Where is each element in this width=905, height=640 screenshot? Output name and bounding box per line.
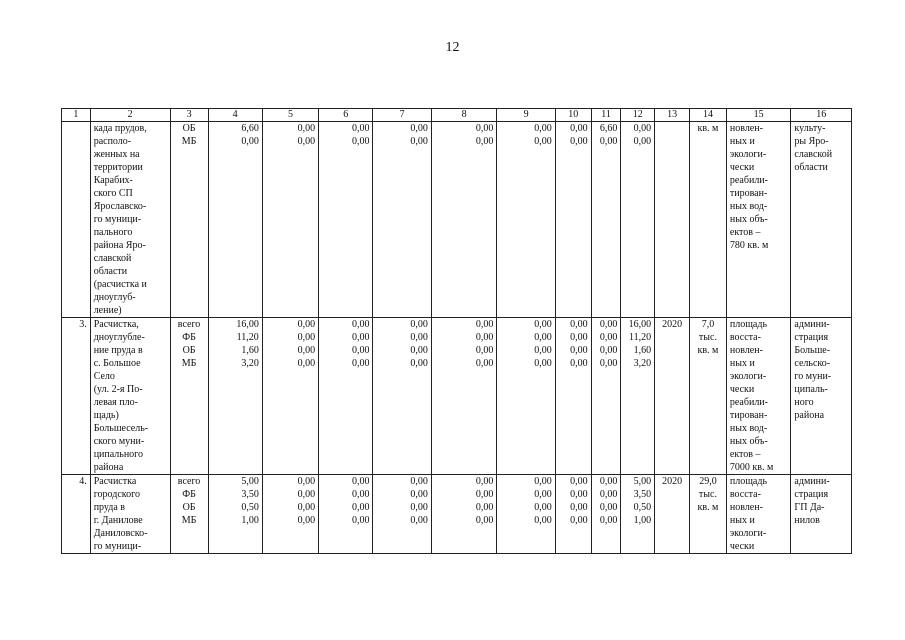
- header-cell: 9: [497, 109, 555, 122]
- amount-value: 0,00: [297, 476, 316, 487]
- amount-value: 0,00: [475, 476, 494, 487]
- description-line: славской: [93, 253, 132, 264]
- amount-value: 0,00: [534, 502, 552, 513]
- funding-amount-cell: [319, 475, 373, 554]
- funding-amount-cell: [319, 122, 373, 318]
- executor-line: страция: [794, 332, 829, 343]
- funding-amount-cell: [431, 318, 497, 475]
- header-cell: 12: [621, 109, 655, 122]
- amount-value: 0,00: [351, 476, 370, 487]
- funding-source-label: ФБ: [182, 489, 196, 500]
- description-line: Расчистка: [93, 476, 137, 487]
- amount-value: 0,00: [570, 332, 588, 343]
- amount-value: 0,00: [351, 358, 370, 369]
- funding-source-label: ОБ: [182, 345, 196, 356]
- funding-amount-cell: [208, 122, 262, 318]
- funding-amount-cell: [555, 122, 591, 318]
- indicator-line: ных вод-: [729, 201, 768, 212]
- header-cell: 6: [319, 109, 373, 122]
- executor-line: ципаль-: [794, 384, 828, 395]
- amount-value: 0,00: [297, 502, 316, 513]
- description-line: располо-: [93, 136, 132, 147]
- header-cell: 3: [170, 109, 208, 122]
- description-line: с. Большое: [93, 358, 141, 369]
- amount-value: 0,00: [570, 358, 588, 369]
- funding-amount-cell: [208, 475, 262, 554]
- amount-value: 0,00: [475, 502, 494, 513]
- funding-source: [170, 318, 208, 475]
- amount-value: 0,00: [297, 515, 316, 526]
- implementation-year: [655, 122, 690, 318]
- description-line: (ул. 2-я По-: [93, 384, 143, 395]
- funding-source-label: ФБ: [182, 332, 196, 343]
- amount-value: 11,20: [629, 332, 652, 343]
- indicator-line: ных и: [729, 136, 755, 147]
- amount-value: 0,00: [599, 489, 618, 500]
- unit-line: тыс.: [698, 489, 717, 500]
- indicator-line: восста-: [729, 332, 761, 343]
- description-line: ние пруда в: [93, 345, 143, 356]
- indicator-line: новлен-: [729, 502, 763, 513]
- description-line: пального: [93, 227, 133, 238]
- indicator-line: реабили-: [729, 175, 768, 186]
- amount-value: 0,00: [410, 332, 428, 343]
- amount-value: 0,00: [475, 319, 494, 330]
- description-line: ского СП: [93, 188, 133, 199]
- funding-amount-cell: [262, 318, 318, 475]
- funding-amount-cell: [621, 318, 655, 475]
- amount-value: 0,00: [599, 515, 618, 526]
- description-line: го муници-: [93, 214, 142, 225]
- amount-value: 11,20: [236, 332, 259, 343]
- amount-value: 3,20: [633, 358, 652, 369]
- funding-amount-cell: [262, 122, 318, 318]
- funding-source-label: МБ: [181, 358, 197, 369]
- indicator-line: ных объ-: [729, 214, 768, 225]
- amount-value: 0,00: [534, 136, 552, 147]
- amount-value: 3,20: [241, 358, 259, 369]
- page-number: 12: [445, 40, 460, 55]
- amount-value: 0,00: [599, 345, 618, 356]
- description-line: го муници-: [93, 541, 142, 552]
- indicator-line: тирован-: [729, 188, 768, 199]
- amount-value: 0,00: [475, 345, 494, 356]
- unit-line: кв. м: [697, 345, 719, 356]
- funding-source: [170, 122, 208, 318]
- amount-value: 0,00: [570, 502, 588, 513]
- amount-value: 0,00: [570, 345, 588, 356]
- funding-amount-cell: [208, 318, 262, 475]
- amount-value: 0,00: [475, 136, 494, 147]
- header-cell: 1: [62, 109, 91, 122]
- measure-description: [90, 475, 170, 554]
- funding-amount-cell: [555, 318, 591, 475]
- indicator-line: 7000 кв. м: [729, 462, 774, 473]
- executor-line: ры Яро-: [794, 136, 829, 147]
- header-cell: 11: [591, 109, 621, 122]
- executor-line: славской: [794, 149, 833, 160]
- amount-value: 0,00: [241, 136, 259, 147]
- amount-value: 0,00: [410, 319, 428, 330]
- amount-value: 0,00: [351, 515, 370, 526]
- description-line: Большесель-: [93, 423, 149, 434]
- description-line: Даниловско-: [93, 528, 148, 539]
- implementation-year: [655, 318, 690, 475]
- amount-value: 0,50: [633, 502, 652, 513]
- indicator-line: чески: [729, 162, 755, 173]
- amount-value: 0,00: [297, 332, 316, 343]
- funding-amount-cell: [555, 475, 591, 554]
- description-line: Расчистка,: [93, 319, 139, 330]
- indicator-line: ных объ-: [729, 436, 768, 447]
- description-line: када прудов,: [93, 123, 147, 134]
- amount-value: 5,00: [241, 476, 259, 487]
- description-line: района Яро-: [93, 240, 146, 251]
- description-line: области: [93, 266, 128, 277]
- amount-value: 1,00: [241, 515, 259, 526]
- measure-unit: [690, 318, 727, 475]
- amount-value: 0,00: [475, 515, 494, 526]
- indicator-line: чески: [729, 541, 755, 552]
- header-cell: 7: [373, 109, 431, 122]
- amount-value: 0,00: [297, 358, 316, 369]
- funding-amount-cell: [373, 122, 431, 318]
- funding-amount-cell: [591, 122, 621, 318]
- funding-source-label: МБ: [181, 136, 197, 147]
- indicator-line: экологи-: [729, 149, 767, 160]
- amount-value: 0,00: [297, 319, 316, 330]
- amount-value: 0,00: [534, 345, 552, 356]
- amount-value: 0,00: [534, 123, 552, 134]
- row-number: 3.: [62, 318, 91, 475]
- executor-line: сельско-: [794, 358, 831, 369]
- description-line: района: [93, 462, 124, 473]
- description-line: щадь): [93, 410, 119, 421]
- funding-source-label: ОБ: [182, 123, 196, 134]
- amount-value: 0,00: [297, 489, 316, 500]
- responsible-executor: [791, 475, 852, 554]
- amount-value: 0,00: [570, 489, 588, 500]
- amount-value: 0,00: [351, 502, 370, 513]
- unit-line: 29,0: [699, 476, 717, 487]
- funding-amount-cell: [373, 475, 431, 554]
- amount-value: 1,60: [241, 345, 259, 356]
- amount-value: 0,00: [351, 123, 370, 134]
- header-cell: 16: [791, 109, 852, 122]
- amount-value: 0,00: [534, 332, 552, 343]
- indicator-line: ных вод-: [729, 423, 768, 434]
- executor-line: культу-: [794, 123, 826, 134]
- funding-amount-cell: [621, 475, 655, 554]
- amount-value: 0,00: [633, 123, 652, 134]
- unit-line: 7,0: [701, 319, 715, 330]
- amount-value: 0,00: [297, 136, 316, 147]
- header-cell: 15: [726, 109, 791, 122]
- amount-value: 0,00: [475, 332, 494, 343]
- amount-value: 0,00: [599, 319, 618, 330]
- funding-amount-cell: [591, 318, 621, 475]
- amount-value: 0,00: [351, 489, 370, 500]
- funding-amount-cell: [431, 475, 497, 554]
- description-line: левая пло-: [93, 397, 138, 408]
- amount-value: 0,00: [599, 332, 618, 343]
- amount-value: 0,00: [475, 489, 494, 500]
- amount-value: 0,50: [241, 502, 259, 513]
- amount-value: 0,00: [534, 515, 552, 526]
- indicator-line: площадь: [729, 319, 768, 330]
- description-line: территории: [93, 162, 143, 173]
- indicator-line: ектов –: [729, 449, 761, 460]
- amount-value: 0,00: [570, 123, 588, 134]
- funding-source-label: всего: [177, 319, 201, 330]
- amount-value: 6,60: [599, 123, 618, 134]
- description-line: ципального: [93, 449, 144, 460]
- amount-value: 3,50: [241, 489, 259, 500]
- header-cell: 8: [431, 109, 497, 122]
- description-line: ского муни-: [93, 436, 145, 447]
- row-number: 4.: [62, 475, 91, 554]
- amount-value: 0,00: [410, 136, 428, 147]
- implementation-year: [655, 475, 690, 554]
- indicator-line: экологи-: [729, 528, 767, 539]
- year-value: 2020: [662, 476, 683, 487]
- funding-amount-cell: [431, 122, 497, 318]
- indicator-line: восста-: [729, 489, 761, 500]
- description-line: женных на: [93, 149, 140, 160]
- executor-line: Большe-: [794, 345, 831, 356]
- measure-description: [90, 318, 170, 475]
- header-cell: 10: [555, 109, 591, 122]
- amount-value: 16,00: [628, 319, 652, 330]
- executor-line: админи-: [794, 476, 830, 487]
- funding-source-label: ОБ: [182, 502, 196, 513]
- funding-amount-cell: [497, 318, 555, 475]
- funding-source-label: МБ: [181, 515, 197, 526]
- amount-value: 1,00: [633, 515, 652, 526]
- indicator-line: экологи-: [729, 371, 767, 382]
- amount-value: 0,00: [297, 123, 316, 134]
- amount-value: 0,00: [534, 476, 552, 487]
- executor-line: района: [794, 410, 825, 421]
- description-line: ление): [93, 305, 122, 316]
- amount-value: 0,00: [351, 332, 370, 343]
- header-cell: 4: [208, 109, 262, 122]
- amount-value: 0,00: [570, 136, 588, 147]
- indicator-line: новлен-: [729, 123, 763, 134]
- header-cell: 2: [90, 109, 170, 122]
- funding-amount-cell: [591, 475, 621, 554]
- description-line: городского: [93, 489, 140, 500]
- description-line: Село: [93, 371, 115, 382]
- amount-value: 0,00: [297, 345, 316, 356]
- row-number: [62, 122, 91, 318]
- amount-value: 6,60: [241, 123, 259, 134]
- amount-value: 0,00: [410, 476, 428, 487]
- funding-amount-cell: [373, 318, 431, 475]
- result-indicator: [726, 475, 791, 554]
- funding-source: [170, 475, 208, 554]
- measure-description: [90, 122, 170, 318]
- program-table: [61, 108, 852, 554]
- amount-value: 3,50: [633, 489, 652, 500]
- amount-value: 0,00: [410, 489, 428, 500]
- year-value: 2020: [662, 319, 683, 330]
- description-line: Ярославско-: [93, 201, 147, 212]
- result-indicator: [726, 318, 791, 475]
- header-cell: 14: [690, 109, 727, 122]
- header-cell: 13: [655, 109, 690, 122]
- amount-value: 0,00: [599, 136, 618, 147]
- amount-value: 5,00: [633, 476, 652, 487]
- description-line: Карабих-: [93, 175, 133, 186]
- amount-value: 0,00: [351, 345, 370, 356]
- indicator-line: чески: [729, 384, 755, 395]
- description-line: (расчистка и: [93, 279, 147, 290]
- responsible-executor: [791, 122, 852, 318]
- indicator-line: 780 кв. м: [729, 240, 769, 251]
- header-row: [62, 109, 852, 122]
- funding-amount-cell: [262, 475, 318, 554]
- amount-value: 0,00: [534, 319, 552, 330]
- executor-line: страция: [794, 489, 829, 500]
- amount-value: 0,00: [410, 345, 428, 356]
- amount-value: 0,00: [410, 502, 428, 513]
- executor-line: ГП Да-: [794, 502, 825, 513]
- unit-line: тыс.: [698, 332, 717, 343]
- description-line: дноуглуб-: [93, 292, 136, 303]
- indicator-line: площадь: [729, 476, 768, 487]
- amount-value: 1,60: [633, 345, 652, 356]
- result-indicator: [726, 122, 791, 318]
- amount-value: 0,00: [410, 358, 428, 369]
- description-line: дноуглубле-: [93, 332, 145, 343]
- amount-value: 0,00: [599, 476, 618, 487]
- amount-value: 0,00: [633, 136, 652, 147]
- table-row: [62, 475, 852, 554]
- unit-line: кв. м: [697, 123, 719, 134]
- table-row: [62, 318, 852, 475]
- amount-value: 0,00: [534, 489, 552, 500]
- amount-value: 0,00: [570, 476, 588, 487]
- amount-value: 0,00: [534, 358, 552, 369]
- table-row: [62, 122, 852, 318]
- header-cell: 5: [262, 109, 318, 122]
- amount-value: 0,00: [475, 358, 494, 369]
- amount-value: 0,00: [570, 319, 588, 330]
- amount-value: 0,00: [599, 358, 618, 369]
- amount-value: 0,00: [351, 319, 370, 330]
- amount-value: 0,00: [410, 123, 428, 134]
- funding-amount-cell: [621, 122, 655, 318]
- indicator-line: новлен-: [729, 345, 763, 356]
- executor-line: ного: [794, 397, 814, 408]
- indicator-line: ных и: [729, 515, 755, 526]
- executor-line: нилов: [794, 515, 820, 526]
- description-line: пруда в: [93, 502, 126, 513]
- indicator-line: тирован-: [729, 410, 768, 421]
- funding-amount-cell: [319, 318, 373, 475]
- amount-value: 16,00: [236, 319, 259, 330]
- amount-value: 0,00: [410, 515, 428, 526]
- funding-source-label: всего: [177, 476, 201, 487]
- executor-line: го муни-: [794, 371, 832, 382]
- description-line: г. Данилове: [93, 515, 143, 526]
- amount-value: 0,00: [351, 136, 370, 147]
- indicator-line: ектов –: [729, 227, 761, 238]
- executor-line: области: [794, 162, 828, 173]
- measure-unit: [690, 122, 727, 318]
- responsible-executor: [791, 318, 852, 475]
- indicator-line: ных и: [729, 358, 755, 369]
- measure-unit: [690, 475, 727, 554]
- funding-amount-cell: [497, 475, 555, 554]
- indicator-line: реабили-: [729, 397, 768, 408]
- amount-value: 0,00: [599, 502, 618, 513]
- funding-amount-cell: [497, 122, 555, 318]
- amount-value: 0,00: [475, 123, 494, 134]
- amount-value: 0,00: [570, 515, 588, 526]
- unit-line: кв. м: [697, 502, 719, 513]
- executor-line: админи-: [794, 319, 830, 330]
